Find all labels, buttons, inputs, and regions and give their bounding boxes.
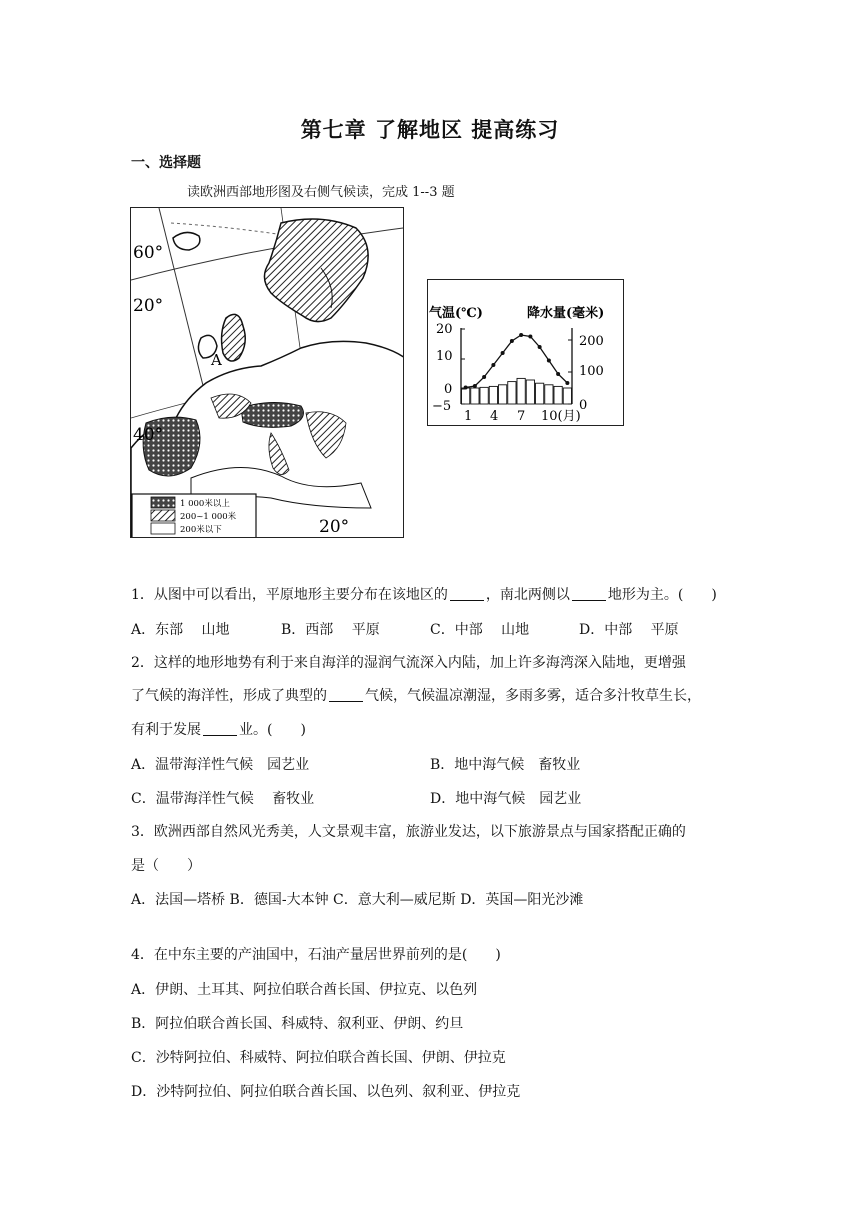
q4-option-c: C．沙特阿拉伯、科威特、阿拉伯联合酋长国、伊朗、伊拉克: [131, 1050, 506, 1066]
precip-bar-4: [489, 386, 497, 404]
month-tick-7: 7: [517, 409, 526, 424]
left-tick-neg5: −5: [432, 399, 452, 414]
temp-point-4: [491, 363, 495, 367]
q1-blank-1: [450, 586, 484, 601]
temp-point-10: [547, 359, 551, 363]
q4-option-a: A．伊朗、土耳其、阿拉伯联合酋长国、伊拉克、以色列: [131, 982, 478, 998]
lon-label-20: 20°: [319, 517, 350, 537]
precip-bar-8: [526, 380, 534, 404]
q1-option-a: A．东部 山地: [131, 622, 230, 638]
lat-label-60: 60°: [133, 243, 164, 263]
climate-chart: [428, 280, 622, 424]
legend-label-high: 1 000米以上: [180, 499, 230, 509]
q3-options: A．法国—塔桥 B．德国-大本钟 C．意大利—威尼斯 D．英国—阳光沙滩: [131, 892, 584, 908]
climate-chart-box: [427, 279, 624, 426]
q2-line3-part-1: 有利于发展: [131, 722, 201, 738]
question-3-line-2: 是（ ）: [131, 858, 201, 874]
q2-blank-2: [203, 721, 237, 736]
q1-option-d: D．中部 平原: [579, 622, 679, 638]
q4-option-b: B．阿拉伯联合酋长国、科威特、叙利亚、伊朗、约旦: [131, 1016, 464, 1032]
temp-point-11: [556, 372, 560, 376]
legend-swatch-mid: [151, 510, 175, 521]
temp-point-12: [565, 381, 569, 385]
precip-bar-7: [517, 378, 525, 404]
precip-bar-9: [536, 383, 544, 404]
temp-point-3: [482, 375, 486, 379]
temp-line: [466, 335, 568, 388]
q1-part-2: ，南北两侧以: [485, 587, 570, 603]
map-figure: [131, 208, 404, 538]
precip-bar-11: [554, 386, 562, 404]
q1-part-3: 地形为主。( ): [607, 587, 717, 603]
iceland-shape: [173, 232, 200, 250]
precip-bar-12: [563, 388, 571, 404]
temp-point-6: [510, 339, 514, 343]
europe-terrain-map: [130, 207, 404, 538]
temp-point-7: [519, 333, 523, 337]
question-4-stem: 4．在中东主要的产油国中，石油产量居世界前列的是( ): [131, 947, 501, 963]
map-legend: [132, 494, 256, 538]
month-tick-1: 1: [464, 409, 473, 424]
q2-line2-part-1: 了气候的海洋性，形成了典型的: [131, 688, 327, 704]
temp-point-2: [473, 384, 477, 388]
left-tick-0: 0: [444, 382, 453, 397]
q1-blank-2: [572, 586, 606, 601]
left-tick-10: 10: [436, 349, 453, 364]
legend-swatch-low: [151, 523, 175, 534]
precip-axis-label: 降水量(毫米): [527, 306, 605, 321]
temp-point-9: [538, 345, 542, 349]
right-tick-100: 100: [579, 364, 604, 379]
q2-option-a: A．温带海洋性气候 园艺业: [131, 757, 310, 773]
precip-bar-6: [508, 382, 516, 404]
britain-shape: [222, 314, 246, 361]
point-label-a: A: [211, 351, 222, 369]
q2-line3-part-2: 业。( ): [239, 722, 306, 738]
month-tick-4: 4: [490, 409, 499, 424]
page-title: 第七章 了解地区 提高练习: [300, 118, 560, 142]
legend-swatch-high: [151, 497, 175, 508]
q2-blank-1: [329, 687, 363, 702]
intro-text: 读欧洲西部地形图及右侧气候读，完成 1--3 题: [187, 185, 455, 200]
right-tick-200: 200: [579, 334, 604, 349]
q2-line2-part-2: 气候，气候温凉潮湿，多雨多雾，适合多汁牧草生长，: [365, 688, 701, 704]
q2-option-b: B．地中海气候 畜牧业: [430, 757, 581, 773]
temp-axis-label: 气温(℃): [429, 306, 483, 321]
right-tick-0: 0: [579, 398, 588, 413]
q2-option-d: D．地中海气候 园艺业: [430, 791, 582, 807]
q1-option-b: B．西部 平原: [281, 622, 380, 638]
temp-point-8: [528, 335, 532, 339]
question-2-line-3: [131, 720, 306, 740]
alps-highland: [241, 402, 303, 427]
question-3-line-1: 3．欧洲西部自然风光秀美，人文景观丰富，旅游业发达，以下旅游景点与国家搭配正确的: [131, 824, 686, 840]
lat-label-20: 20°: [133, 296, 164, 316]
question-1: [131, 585, 717, 605]
legend-label-mid: 200~1 000米: [180, 512, 237, 522]
question-2-line-2: [131, 686, 701, 706]
question-2-line-1: 2．这样的地形地势有利于来自海洋的湿润气流深入内陆，加上许多海湾深入陆地，更增强: [131, 655, 686, 671]
precip-bar-3: [480, 387, 488, 404]
precip-bar-10: [545, 385, 553, 404]
precip-bar-2: [471, 388, 479, 404]
month-tick-10: 10(月): [541, 409, 581, 424]
precip-bar-1: [462, 388, 470, 404]
left-tick-20: 20: [436, 322, 453, 337]
scandinavia-shape: [264, 219, 368, 322]
lat-label-40: 40°: [133, 425, 164, 445]
q1-option-c: C．中部 山地: [430, 622, 530, 638]
section-heading: 一、选择题: [131, 155, 201, 171]
q1-part-1: 1．从图中可以看出，平原地形主要分布在该地区的: [131, 587, 448, 603]
legend-label-low: 200米以下: [180, 525, 222, 535]
q2-option-c: C．温带海洋性气候 畜牧业: [131, 791, 315, 807]
temp-point-5: [501, 351, 505, 355]
precip-bar-5: [499, 385, 507, 404]
q4-option-d: D．沙特阿拉伯、阿拉伯联合酋长国、以色列、叙利亚、伊拉克: [131, 1084, 521, 1100]
